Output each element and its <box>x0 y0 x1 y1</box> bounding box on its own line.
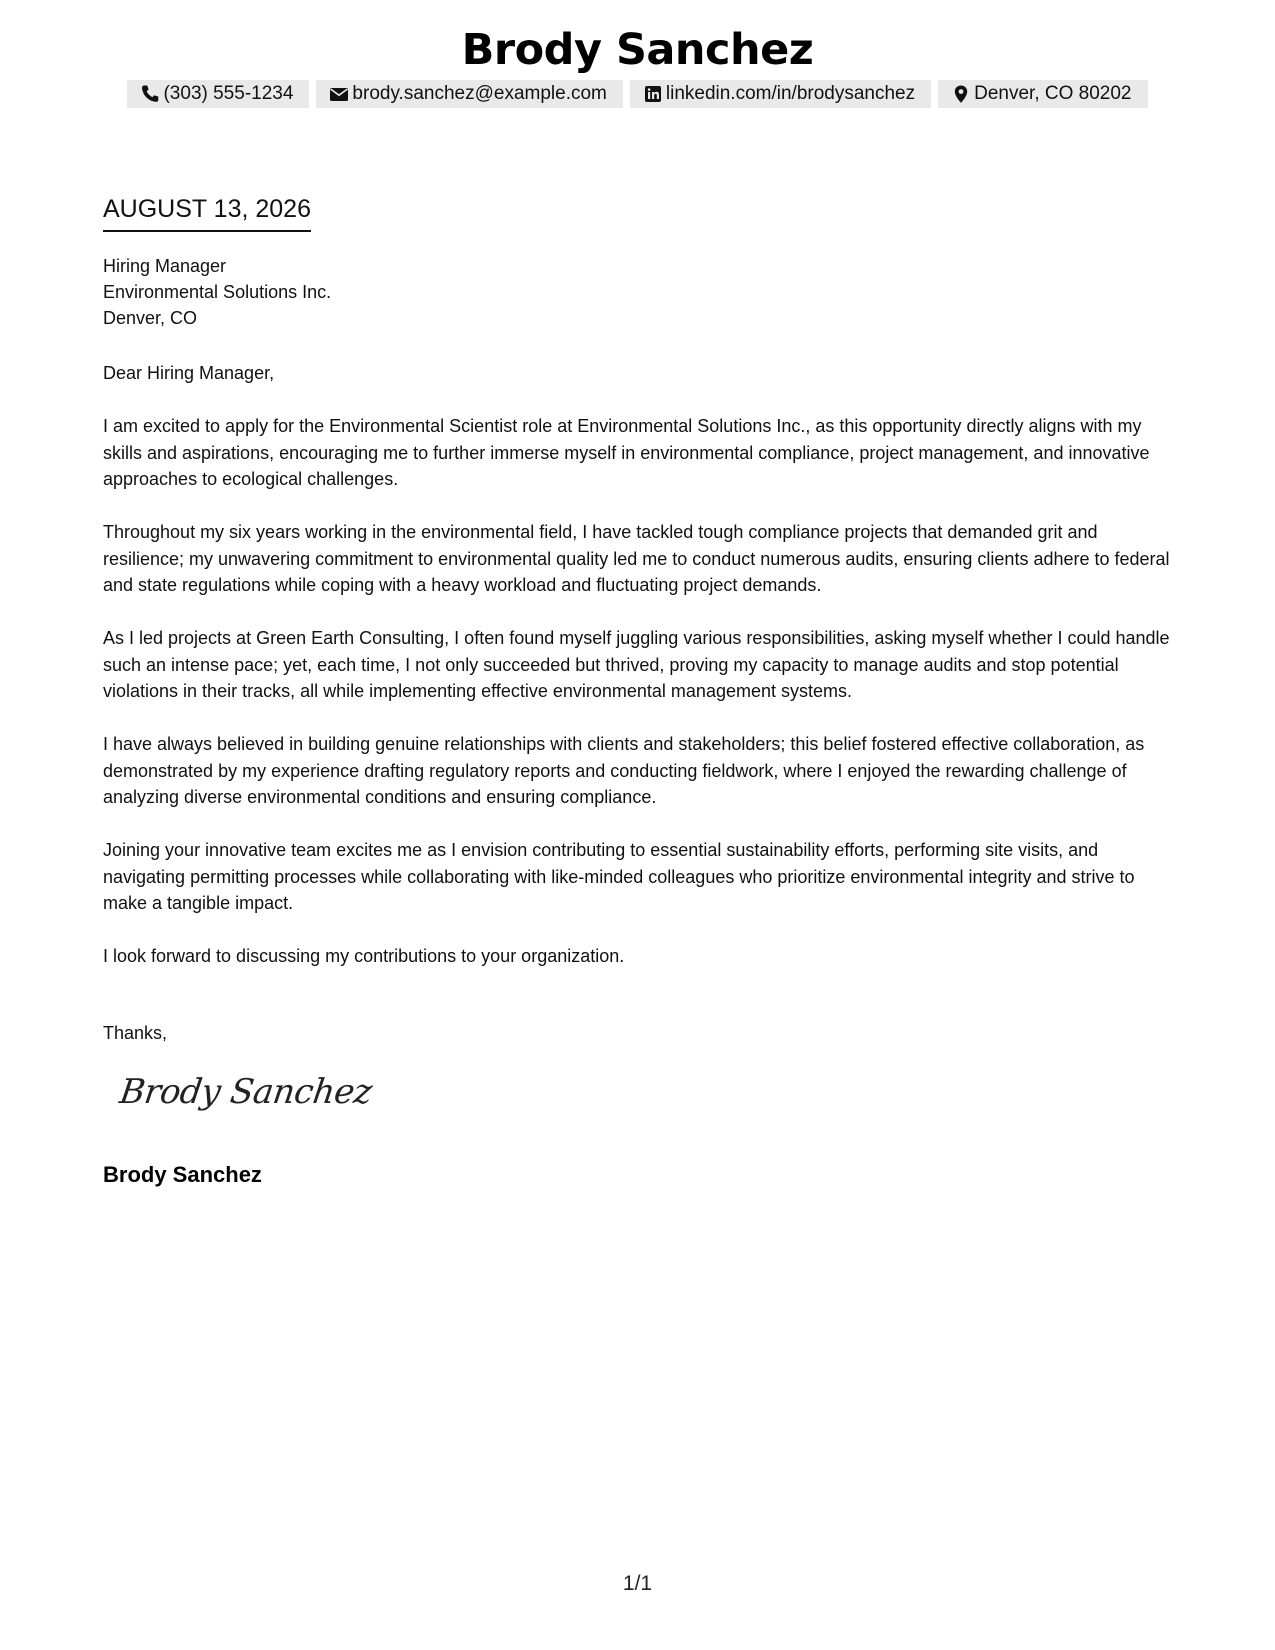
recipient-location: Denver, CO <box>103 308 198 328</box>
applicant-name-heading: Brody Sanchez <box>461 25 814 75</box>
contact-phone-text: (303) 555-1234 <box>163 83 294 104</box>
letter-date: AUGUST 13, 2026 <box>103 193 311 232</box>
letter-body <box>103 360 1183 996</box>
body-paragraph: I am excited to apply for the Environmental Scientist role at Environmental Solutions Inc., as this opportunity directly aligns with my skills and aspirations, encouraging me to further immerse myself in environmental compliance, project management, and innovative approaches to ecological challenges. <box>103 416 1150 489</box>
contact-linkedin <box>630 80 931 108</box>
body-paragraph: Throughout my six years working in the environmental field, I have tackled tough compliance projects that demanded grit and resilience; my unwavering commitment to environmental quality led me to conduct numerous audits, ensuring clients adhere to federal and state regulations while coping with a heavy workload and fluctuating project demands. <box>103 522 1170 595</box>
contact-location <box>938 80 1147 108</box>
contact-bar <box>0 80 1275 108</box>
body-paragraph: Joining your innovative team excites me as I envision contributing to essential sustainability efforts, performing site visits, and navigating permitting processes while collaborating with like-minded colleagues who prioritize environmental integrity and strive to make a tangible impact. <box>103 840 1135 913</box>
recipient-company: Environmental Solutions Inc. <box>103 282 332 302</box>
recipient-block <box>103 253 331 331</box>
greeting: Dear Hiring Manager, <box>103 363 275 383</box>
contact-location-text: Denver, CO 80202 <box>974 83 1132 104</box>
contact-email-text: brody.sanchez@example.com <box>352 83 607 104</box>
handwritten-signature: Brody Sanchez <box>117 1072 375 1112</box>
signed-name: Brody Sanchez <box>103 1162 262 1187</box>
envelope-icon <box>329 84 349 104</box>
closing-line: Thanks, <box>103 1023 168 1043</box>
body-paragraph: I look forward to discussing my contributions to your organization. <box>103 946 625 966</box>
page-number: 1/1 <box>622 1572 653 1595</box>
linkedin-icon <box>643 84 663 104</box>
phone-icon <box>140 84 160 104</box>
body-paragraph: As I led projects at Green Earth Consulting, I often found myself juggling various responsibilities, asking myself whether I could handle such an intense pace; yet, each time, I not only succeeded but thrived, proving my capacity to manage audits and stop potential violations in their tracks, all while implementing effective environmental management systems. <box>103 628 1170 701</box>
body-paragraph: I have always believed in building genuine relationships with clients and stakeholders; this belief fostered effective collaboration, as demonstrated by my experience drafting regulatory reports and conducting fieldwork, where I enjoyed the rewarding challenge of analyzing diverse environmental conditions and ensuring compliance. <box>103 734 1145 807</box>
recipient-title: Hiring Manager <box>103 256 227 276</box>
contact-phone <box>127 80 309 108</box>
contact-linkedin-text: linkedin.com/in/brodysanchez <box>665 83 916 104</box>
location-pin-icon <box>951 84 971 104</box>
contact-email <box>316 80 622 108</box>
